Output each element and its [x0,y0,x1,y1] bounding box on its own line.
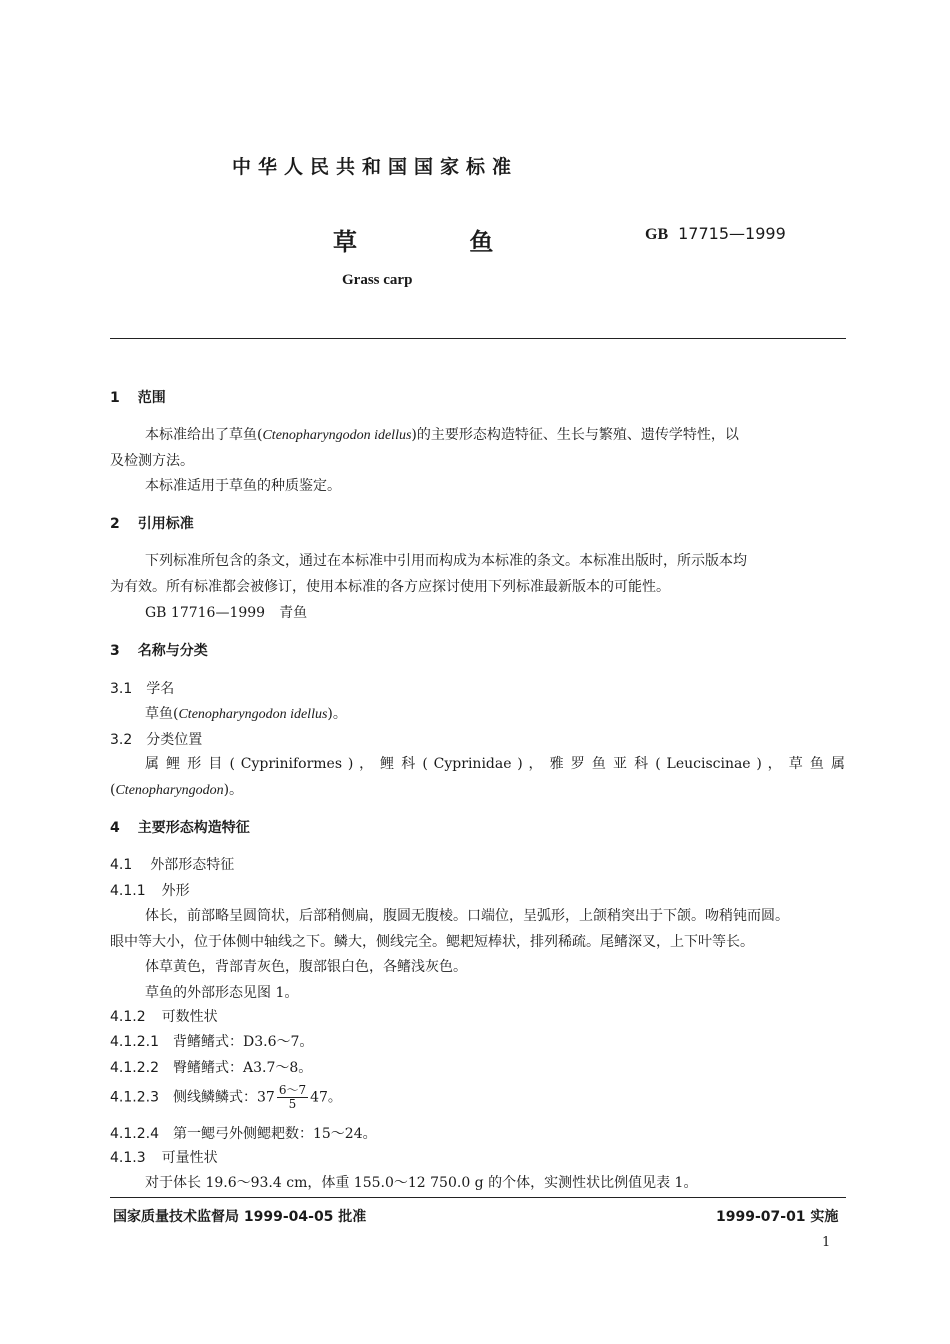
section-number: 1 [110,390,120,406]
classification-line-1: 属 鲤 形 目 ( Cypriniformes ) ， 鲤 科 ( Cyprinidae ) ， 雅 罗 鱼 亚 科 ( Leuciscinae ) ， 草 鱼 属 [145,756,845,772]
header-divider [110,338,846,339]
subsection-number: 4.1.1 [110,883,146,899]
item-text: 47。 [310,1089,342,1106]
section-1-paragraph-2: 本标准适用于草鱼的种质鉴定。 [145,478,341,494]
figure-reference-paragraph: 草鱼的外部形态见图 1。 [145,985,299,1001]
section-title: 范围 [137,390,166,406]
item-4-1-2-4 [110,1123,377,1143]
document-title: 草 鱼 [333,228,546,256]
text-run: ( [110,782,116,798]
subsection-title: 分类位置 [146,732,203,748]
item-4-1-2-1 [110,1031,313,1051]
text-run: 本标准给出了草鱼( [145,427,263,443]
implementation-date: 1999-07-01 实施 [716,1209,839,1225]
section-title: 名称与分类 [137,643,208,659]
subsection-4-1-heading [110,854,234,874]
subsection-4-1-3-heading [110,1147,218,1167]
section-1-heading [110,387,166,407]
section-title: 主要形态构造特征 [137,820,250,836]
subsection-number: 4.1 [110,857,133,873]
text-run: )。 [223,782,244,798]
lateral-line-fraction [277,1084,308,1111]
subsection-3-1-heading [110,678,174,698]
section-2-reference: GB 17716—1999 青鱼 [145,605,308,621]
item-number: 4.1.2.2 [110,1060,159,1076]
color-paragraph: 体草黄色，背部青灰色，腹部银白色，各鳍浅灰色。 [145,959,467,975]
latin-name: Ctenopharyngodon [115,783,224,798]
subsection-title: 外部形态特征 [150,857,235,873]
classification-line-2 [110,779,243,799]
text-run: 草鱼( [145,706,179,722]
standard-code [645,224,786,244]
fraction-numerator: 6～7 [278,1083,307,1097]
item-4-1-2-2 [110,1057,312,1077]
item-number: 4.1.2.4 [110,1126,159,1142]
standard-code-number: 17715—1999 [678,224,786,243]
scientific-name-text [145,703,347,723]
text-run: )。 [327,706,347,722]
fraction-denominator: 5 [288,1097,297,1111]
item-text: 第一鳃弓外侧鳃耙数：15～24。 [172,1126,377,1142]
item-text: 侧线鳞鳞式：37 [172,1089,275,1106]
subsection-number: 3.1 [110,681,133,697]
national-standard-heading: 中华人民共和国国家标准 [232,156,519,178]
subsection-3-2-heading [110,729,202,749]
subsection-title: 外形 [161,883,190,899]
english-title: Grass carp [342,272,413,288]
subsection-number: 4.1.3 [110,1150,146,1166]
section-2-paragraph-line-2: 为有效。所有标准都会被修订，使用本标准的各方应探讨使用下列标准最新版本的可能性。 [110,579,670,595]
latin-name: Ctenopharyngodon idellus [178,707,328,722]
section-number: 4 [110,820,120,836]
item-4-1-2-3 [110,1084,342,1111]
section-2-heading [110,513,194,533]
item-text: 臀鳍鳍式：A3.7～8。 [172,1060,313,1076]
item-number: 4.1.2.3 [110,1089,159,1106]
appearance-paragraph-line-2: 眼中等大小，位于体侧中轴线之下。鳞大，侧线完全。鳃耙短棒状，排列稀疏。尾鳍深叉，上下叶等长。 [110,934,754,950]
measurable-traits-paragraph: 对于体长 19.6～93.4 cm，体重 155.0～12 750.0 g 的个体，实测性状比例值见表 1。 [145,1175,698,1191]
footer-divider [110,1197,846,1198]
latin-name: Ctenopharyngodon idellus [262,428,412,443]
page-number: 1 [822,1235,831,1250]
section-number: 3 [110,643,120,659]
appearance-paragraph-line-1: 体长，前部略呈圆筒状，后部稍侧扁，腹圆无腹棱。口端位，呈弧形，上颌稍突出于下颌。吻稍钝而圆。 [145,908,789,924]
subsection-title: 可量性状 [161,1150,218,1166]
approval-date: 国家质量技术监督局 1999-04-05 批准 [113,1209,367,1225]
subsection-title: 学名 [146,681,175,697]
section-1-paragraph-line-2: 及检测方法。 [110,453,194,469]
item-number: 4.1.2.1 [110,1034,159,1050]
section-2-paragraph-line-1: 下列标准所包含的条文，通过在本标准中引用而构成为本标准的条文。本标准出版时，所示版本均 [145,553,747,569]
subsection-title: 可数性状 [161,1009,218,1025]
subsection-4-1-1-heading [110,880,190,900]
item-text: 背鳍鳍式：D3.6～7。 [172,1034,314,1050]
subsection-number: 4.1.2 [110,1009,146,1025]
standard-code-prefix: GB [645,226,669,243]
section-number: 2 [110,516,120,532]
text-run: )的主要形态构造特征、生长与繁殖、遗传学特性，以 [411,427,739,443]
section-title: 引用标准 [137,516,194,532]
section-1-paragraph-line-1 [145,424,739,444]
subsection-4-1-2-heading [110,1006,218,1026]
section-4-heading [110,817,250,837]
subsection-number: 3.2 [110,732,133,748]
section-3-heading [110,640,208,660]
